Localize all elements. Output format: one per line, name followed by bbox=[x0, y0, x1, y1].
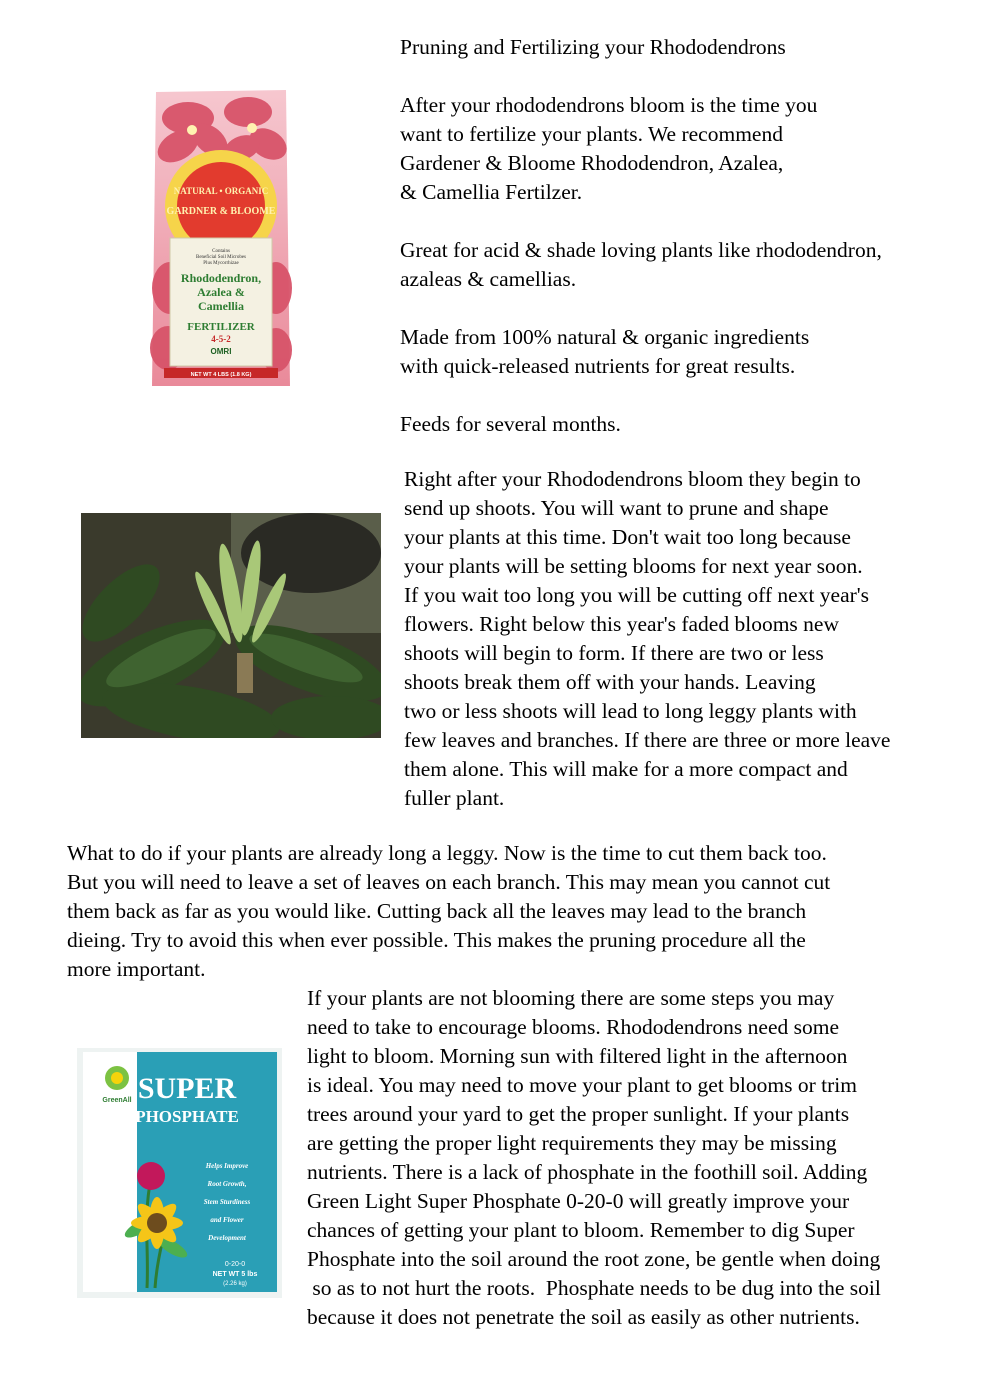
bag-contains-1: Contains bbox=[212, 249, 230, 254]
bag-arc-text: NATURAL • ORGANIC bbox=[173, 186, 269, 196]
box-super: SUPER bbox=[137, 1072, 237, 1105]
organic-line: Made from 100% natural & organic ingredients bbox=[400, 325, 810, 349]
fertilizer-line: After your rhododendrons bloom is the time you bbox=[400, 93, 818, 117]
page-title: Pruning and Fertilizing your Rhododendrons bbox=[400, 35, 786, 59]
pruning-line: Right after your Rhododendrons bloom they begin to bbox=[404, 467, 861, 491]
bag-product-1: Rhododendron, bbox=[180, 271, 262, 285]
leggy-line: them back as far as you would like. Cutting back all the leaves may lead to the branch bbox=[67, 899, 807, 923]
pruning-line: two or less shoots will lead to long leggy plants with bbox=[404, 699, 857, 723]
feeds-line: Feeds for several months. bbox=[400, 412, 621, 436]
blooming-line: chances of getting your plant to bloom. Remember to dig Super bbox=[307, 1218, 855, 1242]
blooming-text bbox=[307, 984, 881, 1332]
box-net: NET WT 5 lbs bbox=[212, 1271, 258, 1278]
bag-contains-2: Beneficial Soil Microbes bbox=[196, 255, 246, 260]
bag-brand: GARDNER & BLOOME bbox=[166, 206, 276, 217]
acid-line: azaleas & camellias. bbox=[400, 267, 577, 291]
blooming-line: are getting the proper light requirements they may be missing bbox=[307, 1131, 837, 1155]
acid-text bbox=[400, 236, 882, 294]
fertilizer-line: want to fertilize your plants. We recommend bbox=[400, 122, 783, 146]
box-sunflower bbox=[131, 1197, 183, 1249]
box-net-kg: (2.26 kg) bbox=[223, 1281, 247, 1287]
blooming-line: because it does not penetrate the soil as easily as other nutrients. bbox=[307, 1305, 860, 1329]
pruning-line: few leaves and branches. If there are three or more leave bbox=[404, 728, 891, 752]
super-phosphate-box-image bbox=[77, 1048, 282, 1298]
leggy-line: dieing. Try to avoid this when ever possible. This makes the pruning procedure all the bbox=[67, 928, 806, 952]
blooming-line: light to bloom. Morning sun with filtered light in the afternoon bbox=[307, 1044, 848, 1068]
blooming-line: so as to not hurt the roots. Phosphate needs to be dug into the soil bbox=[307, 1276, 881, 1300]
box-purple-flower bbox=[137, 1162, 165, 1190]
box-npk: 0-20-0 bbox=[224, 1261, 246, 1268]
fertilizer-line: & Camellia Fertilzer. bbox=[400, 180, 583, 204]
bag-label: FERTILIZER bbox=[187, 321, 255, 333]
pruning-line: If you wait too long you will be cutting off next year's bbox=[404, 583, 870, 607]
blooming-line: trees around your yard to get the proper sunlight. If your plants bbox=[307, 1102, 850, 1126]
pruning-line: flowers. Right below this year's faded blooms new bbox=[404, 612, 839, 636]
bag-product-3: Camellia bbox=[198, 299, 244, 313]
box-brand: GreenAll bbox=[102, 1097, 132, 1104]
blooming-line: Green Light Super Phosphate 0-20-0 will greatly improve your bbox=[307, 1189, 850, 1213]
blooming-line: nutrients. There is a lack of phosphate in the foothill soil. Adding bbox=[307, 1160, 868, 1184]
blooming-line: is ideal. You may need to move your plant to get blooms or trim bbox=[307, 1073, 857, 1097]
rhododendron-shoots-photo bbox=[81, 513, 381, 738]
organic-line: with quick-released nutrients for great results. bbox=[400, 354, 796, 378]
box-bullet: Stem Sturdiness bbox=[203, 1198, 251, 1206]
bag-net-weight: NET WT 4 LBS (1.8 KG) bbox=[190, 372, 252, 378]
pruning-line: them alone. This will make for a more compact and bbox=[404, 757, 848, 781]
pruning-line: shoots break them off with your hands. Leaving bbox=[404, 670, 816, 694]
pruning-line: your plants will be setting blooms for next year soon. bbox=[404, 554, 863, 578]
fertilizer-line: Gardener & Bloome Rhododendron, Azalea, bbox=[400, 151, 784, 175]
leggy-line: But you will need to leave a set of leaves on each branch. This may mean you cannot cut bbox=[67, 870, 831, 894]
bag-contains-3: Plus Mycorrhizae bbox=[203, 261, 239, 266]
leggy-line: more important. bbox=[67, 957, 206, 981]
acid-line: Great for acid & shade loving plants like rhododendron, bbox=[400, 238, 882, 262]
box-bullet: and Flower bbox=[210, 1216, 244, 1224]
box-bullet: Development bbox=[208, 1234, 246, 1242]
bag-product-2: Azalea & bbox=[197, 285, 245, 299]
box-phosphate: PHOSPHATE bbox=[135, 1107, 239, 1126]
box-bullet: Root Growth, bbox=[207, 1180, 247, 1188]
blooming-line: If your plants are not blooming there are some steps you may bbox=[307, 986, 835, 1010]
pruning-line: send up shoots. You will want to prune and shape bbox=[404, 496, 829, 520]
fertilizer-bag-image bbox=[150, 88, 292, 388]
pruning-line: shoots will begin to form. If there are two or less bbox=[404, 641, 824, 665]
bag-npk: 4-5-2 bbox=[211, 334, 231, 344]
blooming-line: need to take to encourage blooms. Rhododendrons need some bbox=[307, 1015, 839, 1039]
pruning-line: fuller plant. bbox=[404, 786, 505, 810]
pruning-line: your plants at this time. Don't wait too long because bbox=[404, 525, 851, 549]
organic-text bbox=[400, 323, 809, 381]
bag-omri: OMRI bbox=[210, 347, 232, 356]
leggy-line: What to do if your plants are already long a leggy. Now is the time to cut them back too. bbox=[67, 841, 827, 865]
pruning-text bbox=[404, 465, 890, 813]
box-bullet: Helps Improve bbox=[205, 1162, 249, 1170]
leggy-text bbox=[67, 839, 830, 984]
blooming-line: Phosphate into the soil around the root zone, be gentle when doing bbox=[307, 1247, 881, 1271]
feeds-text bbox=[400, 410, 621, 439]
fertilizer-text bbox=[400, 91, 817, 207]
